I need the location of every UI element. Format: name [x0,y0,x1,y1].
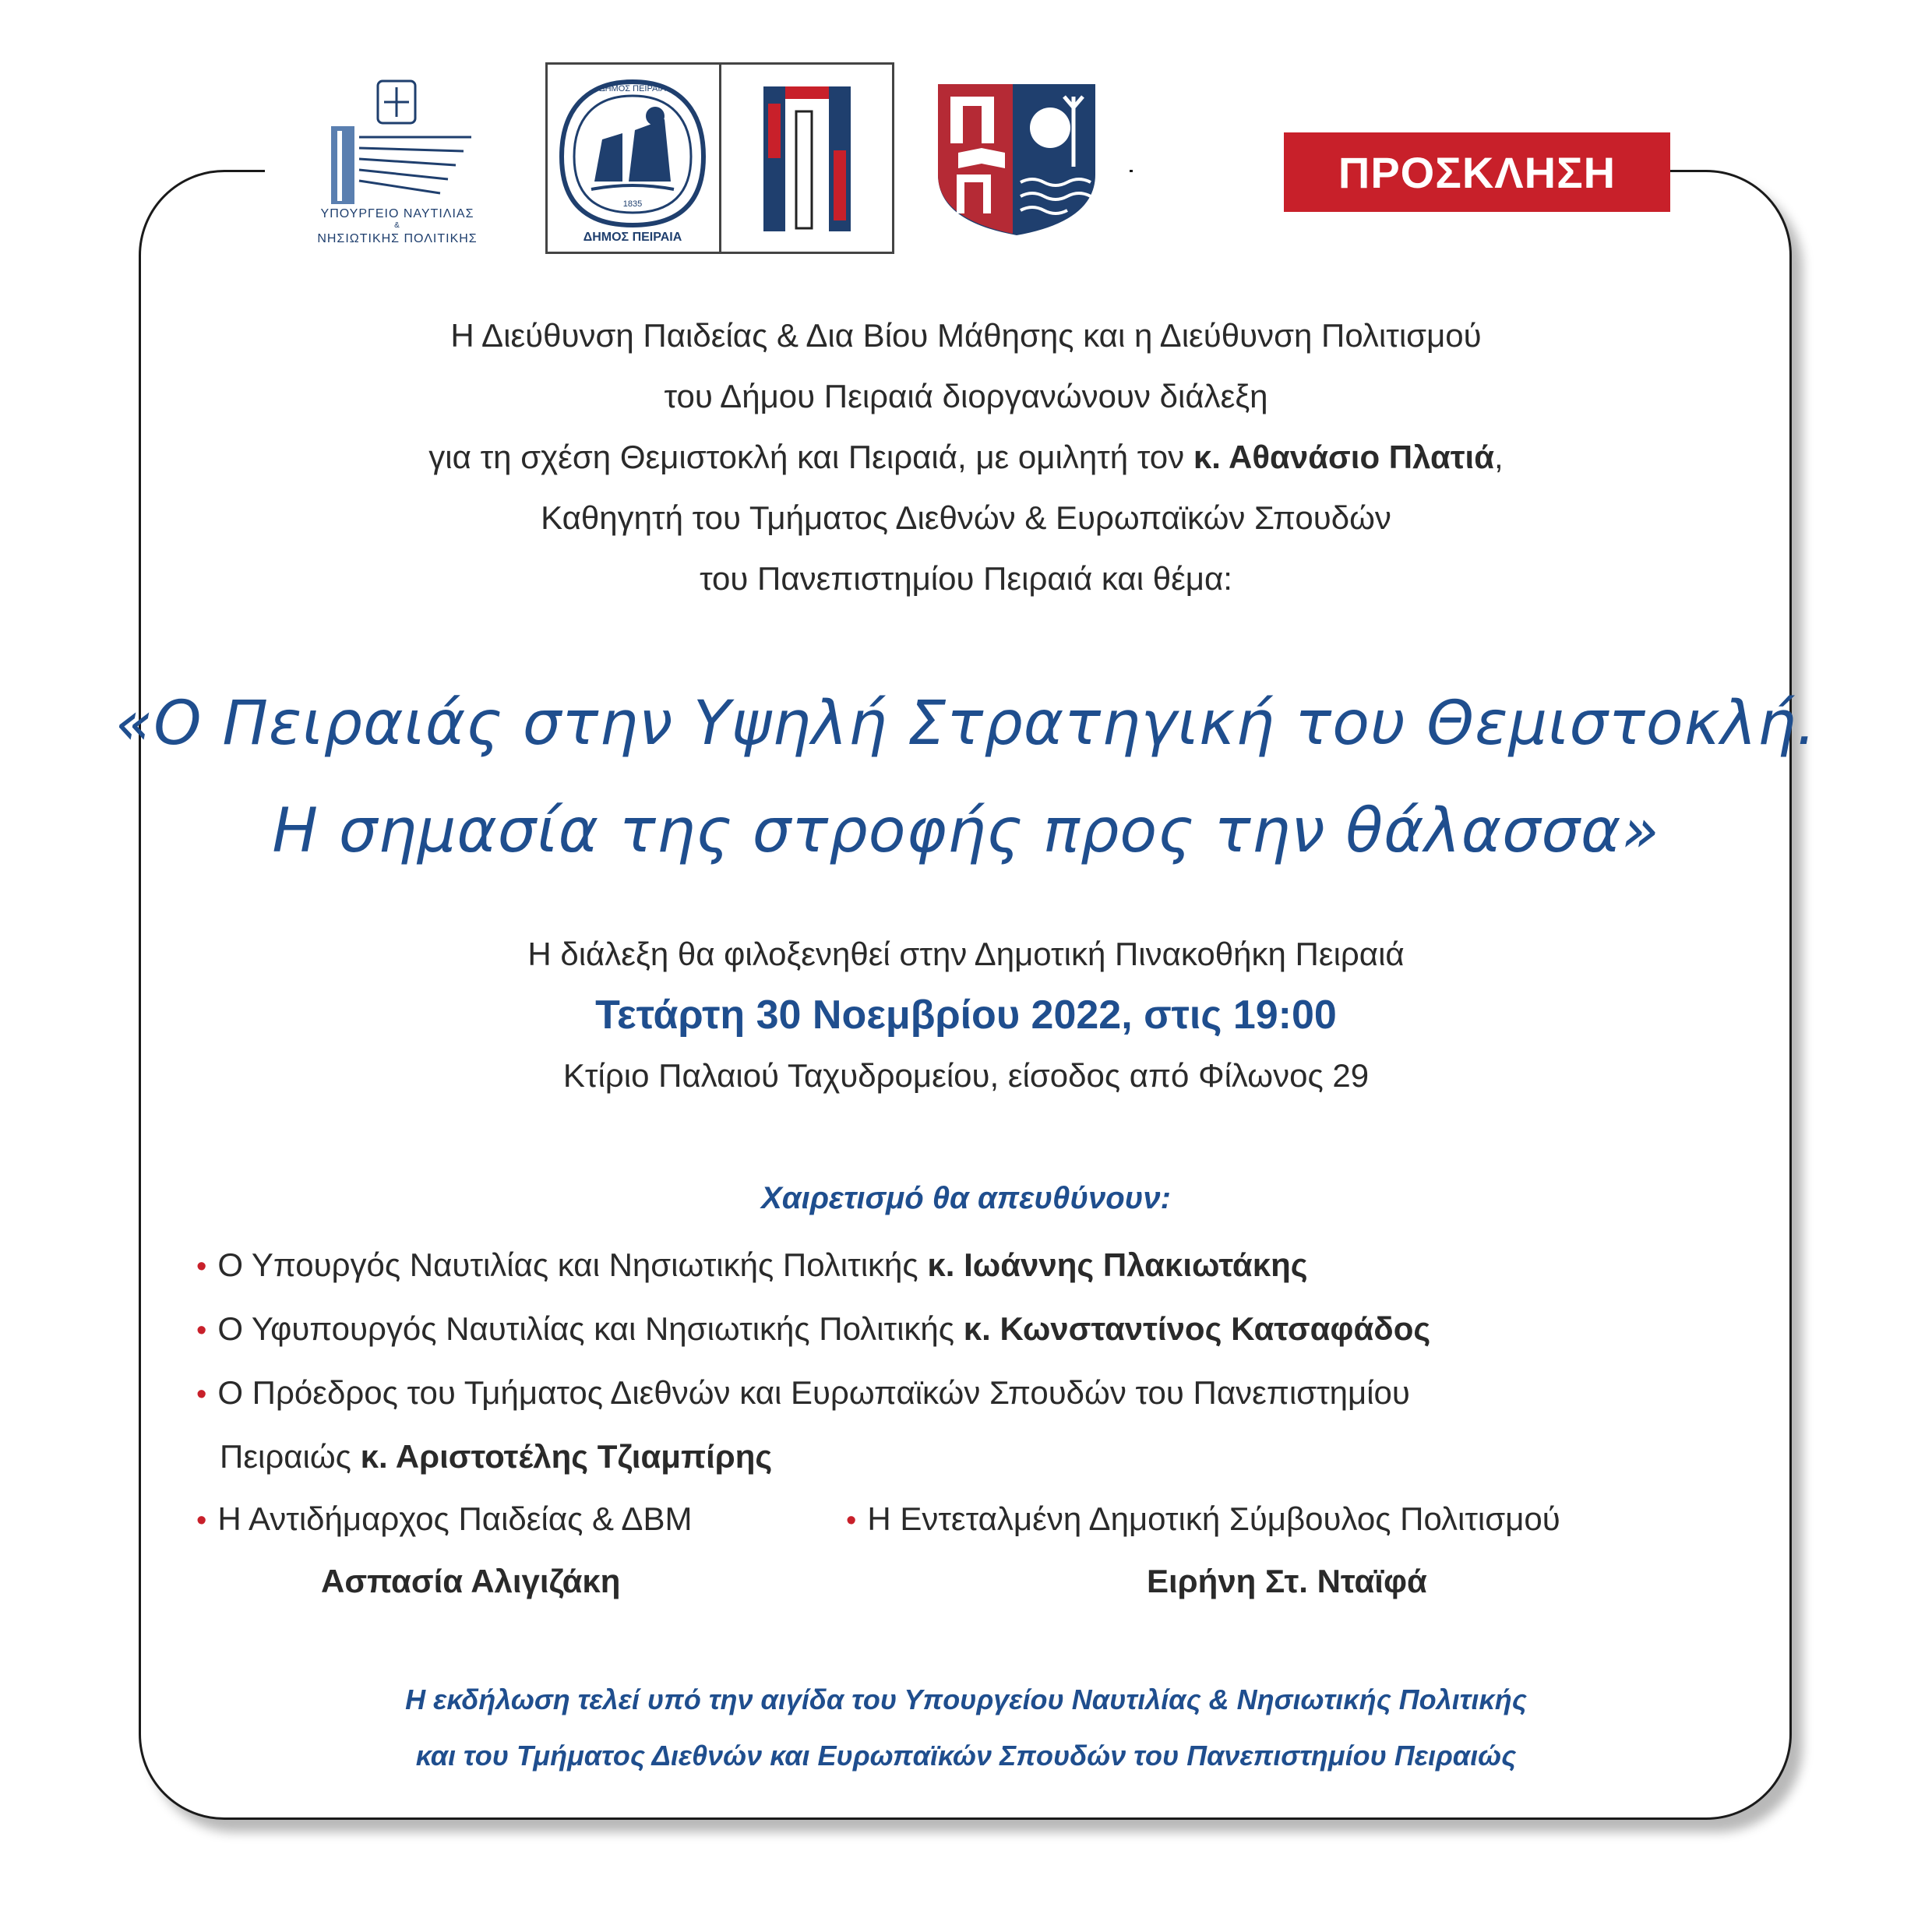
footer-line-1: Η εκδήλωση τελεί υπό την αιγίδα του Υπουργείου Ναυτιλίας & Νησιωτικής Πολιτικής [405,1683,1527,1715]
deputy-mayor-name: Ασπασία Αλιγιζάκη [321,1563,621,1599]
item-text: Η Αντιδήμαρχος Παιδείας & ΔΒΜ [217,1500,693,1537]
ministry-caption-2: ΝΗΣΙΩΤΙΚΗΣ ΠΟΛΙΤΙΚΗΣ [317,232,478,245]
frame-gap-right [1133,153,1284,184]
bullet-icon: • [196,1378,207,1411]
title-line-1: «Ο Πειραιάς στην Υψηλή Στρατηγική του Θεμιστοκλή. [115,689,1817,759]
bullet-icon: • [196,1314,207,1347]
intro-line-5: του Πανεπιστημίου Πειραιά και θέμα: [700,560,1232,597]
item-text: Ο Υφυπουργός Ναυτιλίας και Νησιωτικής Πολιτικής [217,1310,964,1347]
item-text: Ο Πρόεδρος του Τμήματος Διεθνών και Ευρωπαϊκών Σπουδών του Πανεπιστημίου [217,1374,1410,1411]
greetings-list [196,1234,1793,1613]
item-name: κ. Αριστοτέλης Τζιαμπίρης [360,1438,773,1475]
ministry-caption-1: ΥΠΟΥΡΓΕΙΟ ΝΑΥΤΙΛΙΑΣ [320,207,474,220]
ministry-logo [269,76,526,256]
university-shield-icon [935,81,1098,237]
speaker-name: κ. Αθανάσιο Πλατιά [1193,439,1495,475]
ministry-caption-amp: & [394,221,400,230]
item-text: Ο Υπουργός Ναυτιλίας και Νησιωτικής Πολιτικής [217,1246,928,1283]
ministry-emblem-icon [269,76,526,209]
list-item [196,1298,1793,1362]
dimos-ring-text: ΔΗΜΟΣ ΠΕΙΡΑΙΑ [599,84,666,93]
intro-line-4: Καθηγητή του Τμήματος Διεθνών & Ευρωπαϊκών Σπουδών [541,499,1391,536]
names-pair [196,1550,1793,1613]
footer-line-2: και του Τμήματος Διεθνών και Ευρωπαϊκών Σπουδών του Πανεπιστημίου Πειραιώς [415,1740,1517,1772]
list-item [846,1488,1560,1552]
intro-line-1: Η Διεύθυνση Παιδείας & Δια Βίου Μάθησης και η Διεύθυνση Πολιτισμού [450,317,1482,354]
list-item-continuation [196,1426,1793,1488]
lecture-title [0,670,1932,885]
bullet-icon: • [846,1504,857,1537]
intro-line-2: του Δήμου Πειραιά διοργανώνουν διάλεξη [664,378,1268,414]
auspices-note [0,1672,1932,1784]
dimos-peiraia-logo [545,62,894,254]
dimos-year: 1835 [622,199,643,209]
invitation-badge: ΠΡΟΣΚΛΗΣΗ [1284,132,1670,212]
dimos-pi-mark [719,65,893,252]
item-text: Πειραιώς [220,1438,361,1475]
university-piraeus-logo [935,81,1098,237]
intro-text [0,305,1932,609]
dimos-seal-icon [548,65,717,252]
list-item-pair [196,1488,1793,1550]
councillor-name: Ειρήνη Στ. Νταϊφά [1147,1563,1427,1599]
event-date: Τετάρτη 30 Νοεμβρίου 2022, στις 19:00 [595,992,1337,1038]
item-name: κ. Ιωάννης Πλακιωτάκης [927,1246,1308,1283]
item-text: Η Εντεταλμένη Δημοτική Σύμβουλος Πολιτισμού [867,1500,1560,1537]
venue-address: Κτίριο Παλαιού Ταχυδρομείου, είσοδος από Φίλωνος 29 [562,1057,1370,1094]
bullet-icon: • [196,1250,207,1283]
item-name: κ. Κωνσταντίνος Κατσαφάδος [963,1310,1431,1347]
venue-line-1: Η διάλεξη θα φιλοξενηθεί στην Δημοτική Πινακοθήκη Πειραιά [527,936,1405,972]
intro-line-3-pre: για τη σχέση Θεμιστοκλή και Πειραιά, με ομιλητή τον [428,439,1193,475]
bullet-icon: • [196,1504,207,1537]
list-item [196,1362,1793,1426]
list-item [196,1234,1793,1298]
intro-line-3 [0,427,1932,488]
greetings-heading: Χαιρετισμό θα απευθύνουν: [761,1181,1171,1215]
list-item [196,1488,692,1552]
intro-line-3-post: , [1494,439,1504,475]
dimos-caption: ΔΗΜΟΣ ΠΕΙΡΑΙΑ [583,231,682,244]
dimos-seal [548,65,719,252]
venue-info [0,924,1932,1106]
pi-letter-icon [721,65,891,252]
title-line-2: Η σημασία της στροφής προς την θάλασσα» [272,796,1660,866]
